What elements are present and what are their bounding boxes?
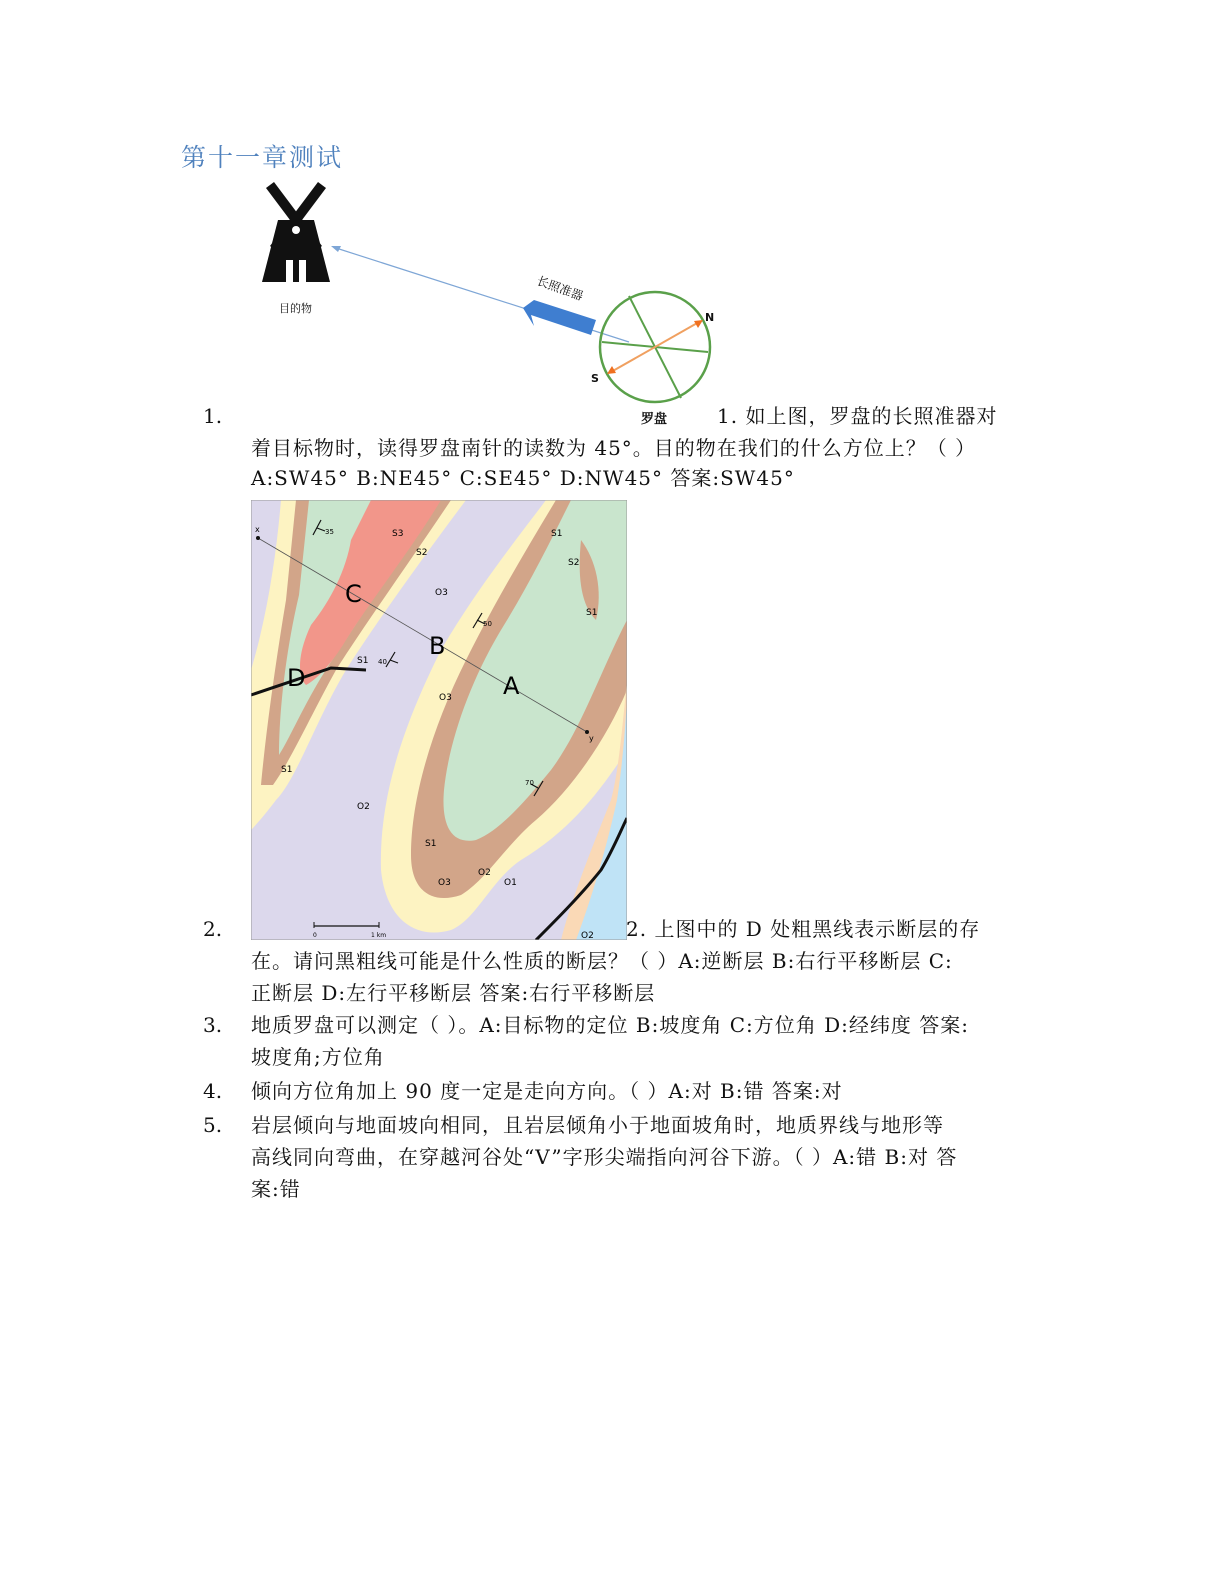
unit-label: S1 [281,765,293,775]
unit-label: S3 [392,529,404,539]
question-line: 倾向方位角加上 90 度一定是走向方向。（ ）A:对 B:错 答案:对 [251,1079,843,1103]
compass-label: 罗盘 [641,412,668,427]
question-number: 4. [203,1079,223,1103]
alidade-arrow-icon [523,300,596,335]
dip-label: 50 [483,620,492,628]
dip-label: 35 [325,528,334,536]
geologic-map [251,500,627,940]
point-label-d: D [287,664,306,692]
scale-label: 1 km [371,932,387,939]
question-line: 正断层 D:左行平移断层 答案:右行平移断层 [251,981,656,1005]
point-label-c: C [345,580,362,608]
unit-label: O3 [438,878,451,888]
question-line: 岩层倾向与地面坡向相同，且岩层倾角小于地面坡角时，地质界线与地形等 [251,1113,944,1137]
compass-needle [611,322,699,372]
question-number: 5. [203,1113,223,1137]
south-label: S [591,372,599,385]
question-line: 地质罗盘可以测定（ ）。A:目标物的定位 B:坡度角 C:方位角 D:经纬度 答案: [251,1013,969,1037]
page-title: 第十一章测试 [181,143,344,172]
question-line: 高线同向弯曲，在穿越河谷处“V”字形尖端指向河谷下游。（ ）A:错 B:对 答 [251,1145,958,1169]
unit-label: S1 [586,608,598,618]
point-label-a: A [503,672,520,700]
north-label: N [705,311,715,324]
unit-label: O1 [504,878,517,888]
question-line: 案:错 [251,1177,301,1201]
unit-label: S1 [357,656,369,666]
target-label: 目的物 [279,302,312,315]
unit-label: S1 [425,839,437,849]
unit-label: S1 [551,529,563,539]
unit-label: O2 [478,868,491,878]
question-line: 1. 如上图，罗盘的长照准器对 [717,404,998,428]
unit-label: O2 [357,802,370,812]
dip-label: 70 [525,779,534,787]
question-line: 坡度角;方位角 [251,1045,385,1069]
unit-label: S2 [416,548,428,558]
point-label-b: B [429,632,446,660]
section-end-x: x [255,525,260,534]
question-number: 2. [203,917,223,941]
question-line: 在。请问黑粗线可能是什么性质的断层？（ ）A:逆断层 B:右行平移断层 C: [251,949,953,973]
windmill-icon [262,182,330,282]
alidade-label: 长照准器 [534,273,585,304]
question-line: A:SW45° B:NE45° C:SE45° D:NW45° 答案:SW45° [251,466,795,490]
unit-label: O3 [439,693,452,703]
question-line: 着目标物时，读得罗盘南针的读数为 45°。目的物在我们的什么方位上？（ ） [251,436,977,460]
question-number: 1. [203,404,223,428]
dip-label: 40 [378,658,387,666]
section-end-y: y [589,734,594,743]
scale-label: 0 [313,932,317,939]
unit-label: O3 [435,588,448,598]
unit-label: O2 [581,931,594,940]
question-line: 2. 上图中的 D 处粗黑线表示断层的存 [626,917,981,941]
question-number: 3. [203,1013,223,1037]
compass-figure [251,180,731,430]
unit-label: S2 [568,558,580,568]
